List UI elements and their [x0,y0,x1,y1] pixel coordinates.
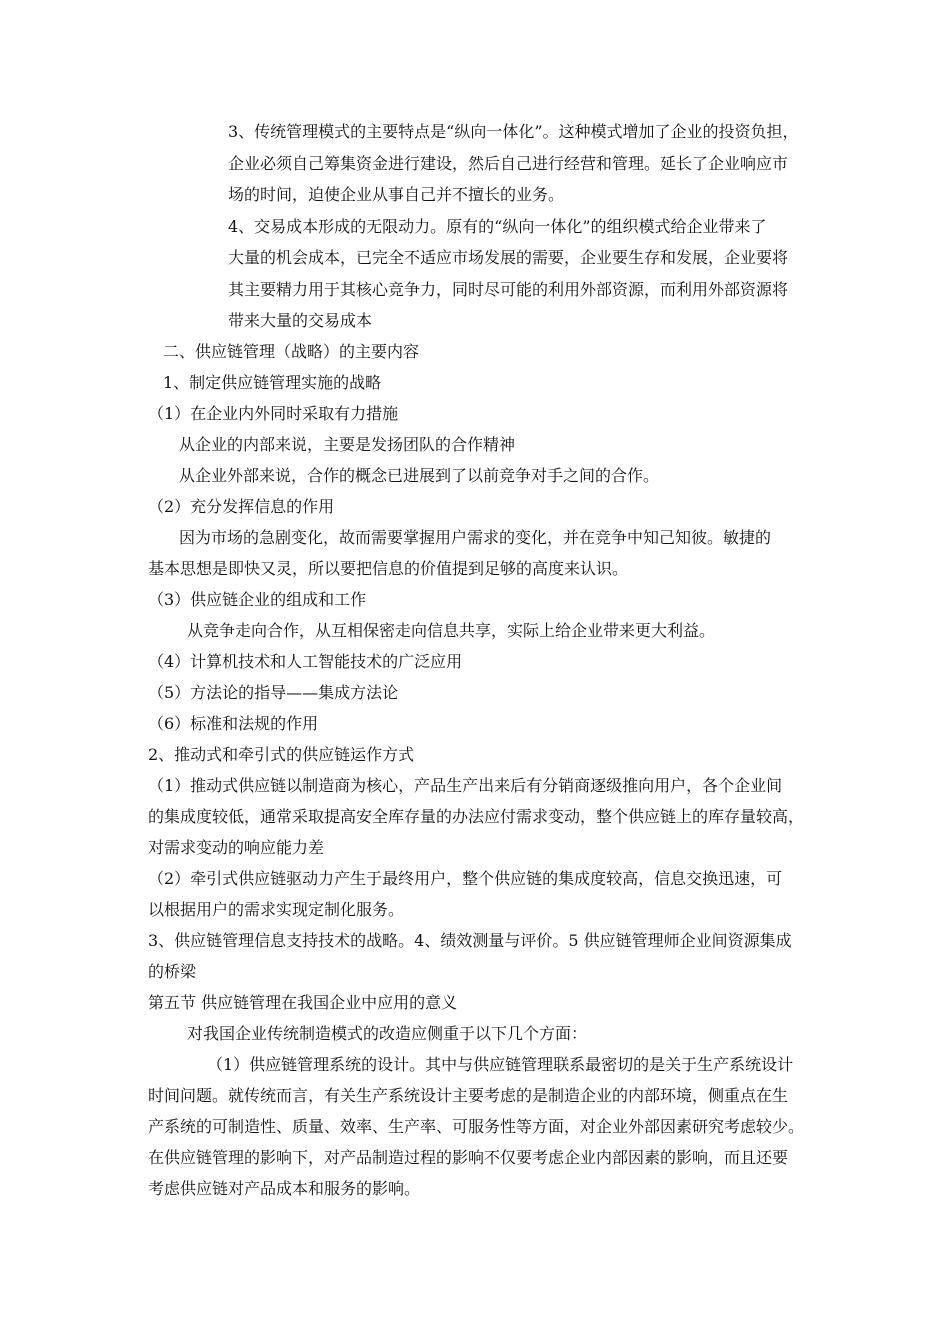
point5-heading: （5）方法论的指导——集成方法论 [148,683,399,702]
section5-p1-line-4: 在供应链管理的影响下，对产品制造过程的影响不仅要考虑企业内部因素的影响，而且还要 [148,1148,789,1167]
push-line-2: 的集成度较低，通常采取提高安全库存量的办法应付需求变动，整个供应链上的库存量较高， [148,807,805,826]
point4-heading: （4）计算机技术和人工智能技术的广泛应用 [148,652,463,671]
pull-line-2: 以根据用户的需求实现定制化服务。 [148,900,405,919]
push-pull-heading: 2、推动式和牵引式的供应链运作方式 [148,745,415,764]
point1-heading: （1）在企业内外同时采取有力措施 [148,404,399,423]
item4-line-3: 其主要精力用于其核心竞争力，同时尽可能的利用外部资源，而利用外部资源将 [228,280,789,299]
section5-intro: 对我国企业传统制造模式的改造应侧重于以下几个方面： [187,1024,588,1043]
point6-heading: （6）标准和法规的作用 [148,714,319,733]
section2-heading: 二、供应链管理（战略）的主要内容 [163,342,420,361]
item3-line-3: 场的时间，迫使企业从事自己并不擅长的业务。 [228,185,565,204]
item4-line-2: 大量的机会成本，已完全不适应市场发展的需要，企业要生存和发展，企业要将 [228,248,789,267]
item4-line-4: 带来大量的交易成本 [228,311,373,330]
item4-line-1: 4、交易成本形成的无限动力。原有的“纵向一体化”的组织模式给企业带来了 [228,217,767,236]
pull-line-1: （2）牵引式供应链驱动力产生于最终用户，整个供应链的集成度较高，信息交换迅速，可 [148,869,783,888]
section5-p1-line-1: （1）供应链管理系统的设计。其中与供应链管理联系最密切的是关于生产系统设计 [207,1055,794,1074]
section5-p1-line-3: 产系统的可制造性、质量、效率、生产率、可服务性等方面，对企业外部因素研究考虑较少。 [148,1117,805,1136]
section5-p1-line-5: 考虑供应链对产品成本和服务的影响。 [148,1179,421,1198]
point2-line-2: 基本思想是即快又灵，所以要把信息的价值提到足够的高度来认识。 [148,559,629,578]
item3-line-1: 3、传统管理模式的主要特点是“纵向一体化”。这种模式增加了企业的投资负担， [228,122,799,141]
section5-p1-line-2: 时间问题。就传统而言，有关生产系统设计主要考虑的是制造企业的内部环境，侧重点在生 [148,1086,789,1105]
push-line-1: （1）推动式供应链以制造商为核心，产品生产出来后有分销商逐级推向用户，各个企业间 [148,776,783,795]
push-line-3: 对需求变动的响应能力差 [148,838,325,857]
strategy-heading: 1、制定供应链管理实施的战略 [163,373,382,392]
point2-heading: （2）充分发挥信息的作用 [148,497,335,516]
point1-line-1: 从企业的内部来说，主要是发扬团队的合作精神 [179,435,516,454]
point1-line-2: 从企业外部来说，合作的概念已进展到了以前竞争对手之间的合作。 [179,466,660,485]
strategy-3-line-1: 3、供应链管理信息支持技术的战略。4、绩效测量与评价。5 供应链管理师企业间资源集成 [148,931,792,950]
item3-line-2: 企业必须自己筹集资金进行建设，然后自己进行经营和管理。延长了企业响应市 [228,154,789,173]
point3-line: 从竞争走向合作，从互相保密走向信息共享，实际上给企业带来更大利益。 [187,621,716,640]
point2-line-1: 因为市场的急剧变化，故而需要掌握用户需求的变化，并在竞争中知己知彼。敏捷的 [179,528,772,547]
strategy-3-line-2: 的桥梁 [148,962,197,981]
section5-heading: 第五节 供应链管理在我国企业中应用的意义 [148,993,458,1012]
point3-heading: （3）供应链企业的组成和工作 [148,590,367,609]
